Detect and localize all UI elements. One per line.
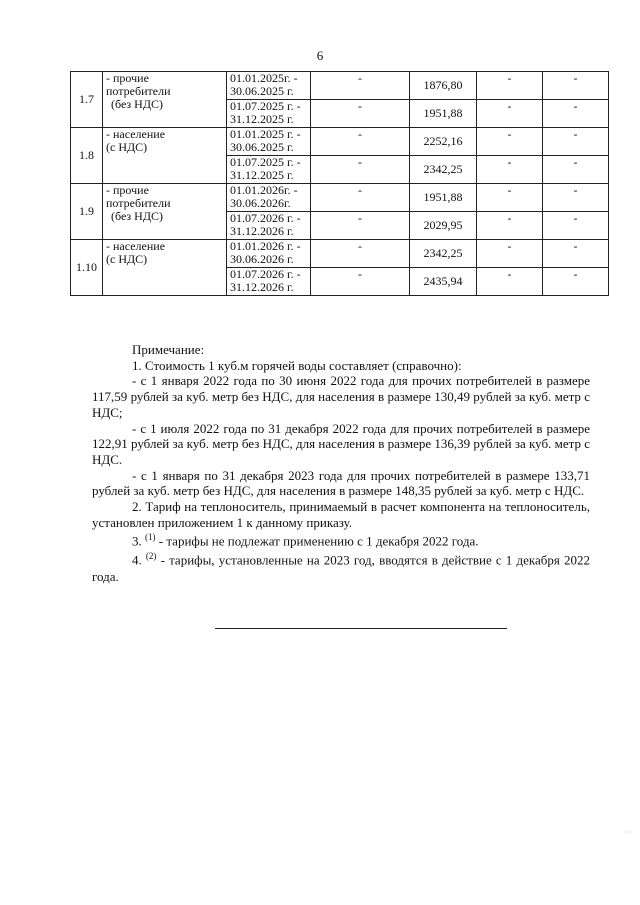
- consumer-line: (без НДС): [111, 209, 164, 223]
- dash-cell: -: [477, 212, 543, 240]
- dash-cell: -: [543, 100, 609, 128]
- tariff-table: [70, 71, 609, 296]
- signature-divider: [215, 628, 507, 629]
- dash-cell: -: [311, 184, 410, 212]
- period-cell: [227, 240, 311, 268]
- dash-cell: -: [311, 72, 410, 100]
- note-item-4-text: - тарифы, установленные на 2023 год, вводятся в действие с 1 декабря 2022 года.: [92, 552, 591, 584]
- consumer-category: [103, 240, 227, 296]
- table-row: [71, 128, 609, 156]
- consumer-line: - прочие: [106, 71, 149, 85]
- note-section: [92, 342, 590, 584]
- period-line: 01.07.2026 г. -: [230, 267, 301, 281]
- period-line: 30.06.2026г.: [230, 196, 291, 210]
- tariff-value: 1876,80: [410, 72, 477, 100]
- dash-cell: -: [477, 72, 543, 100]
- tariff-value: 1951,88: [410, 184, 477, 212]
- period-cell: [227, 156, 311, 184]
- period-line: 01.01.2026г. -: [230, 183, 298, 197]
- period-line: 01.01.2025 г. -: [230, 127, 301, 141]
- period-line: 31.12.2025 г.: [230, 112, 294, 126]
- table-row: [71, 72, 609, 100]
- note-item-2: 2. Тариф на теплоноситель, принимаемый в расчет компонента на теплоноситель, установлен приложением 1 к данному приказу.: [92, 499, 590, 530]
- dash-cell: -: [311, 212, 410, 240]
- row-number: 1.9: [71, 184, 103, 240]
- note-item-1-a: - с 1 января 2022 года по 30 июня 2022 года для прочих потребителей в размере 117,59 рублей за куб. метр без НДС, для населения в размере 130,49 рублей за куб. метр с НДС;: [92, 373, 590, 420]
- period-line: 01.07.2025 г. -: [230, 155, 301, 169]
- period-cell: [227, 268, 311, 296]
- dash-cell: -: [477, 240, 543, 268]
- dash-cell: -: [477, 268, 543, 296]
- note-item-4-sup: (2): [145, 551, 157, 562]
- note-item-4: [92, 549, 590, 584]
- note-item-3-prefix: 3.: [132, 533, 145, 549]
- period-line: 31.12.2025 г.: [230, 168, 294, 182]
- period-line: 01.07.2025 г. -: [230, 99, 301, 113]
- row-number: 1.8: [71, 128, 103, 184]
- consumer-line: - население: [106, 127, 166, 141]
- tariff-value: 2252,16: [410, 128, 477, 156]
- tariff-value: 2342,25: [410, 156, 477, 184]
- note-item-4-prefix: 4.: [132, 552, 146, 568]
- period-line: 01.01.2025г. -: [230, 71, 298, 85]
- edge-mark: · ·: [625, 828, 633, 837]
- tariff-value: 2029,95: [410, 212, 477, 240]
- period-line: 01.07.2026 г. -: [230, 211, 301, 225]
- dash-cell: -: [543, 240, 609, 268]
- period-line: 31.12.2026 г.: [230, 224, 294, 238]
- consumer-category: [103, 184, 227, 240]
- tariff-value: 2435,94: [410, 268, 477, 296]
- period-cell: [227, 128, 311, 156]
- table-row: [71, 240, 609, 268]
- dash-cell: -: [543, 184, 609, 212]
- tariff-value: 1951,88: [410, 100, 477, 128]
- dash-cell: -: [477, 100, 543, 128]
- dash-cell: -: [543, 268, 609, 296]
- dash-cell: -: [543, 128, 609, 156]
- period-line: 30.06.2026 г.: [230, 252, 294, 266]
- row-number: 1.7: [71, 72, 103, 128]
- consumer-line: (с НДС): [106, 252, 148, 266]
- period-line: 01.01.2026 г. -: [230, 239, 301, 253]
- period-cell: [227, 72, 311, 100]
- period-line: 30.06.2025 г.: [230, 140, 294, 154]
- table-row: [71, 184, 609, 212]
- period-cell: [227, 212, 311, 240]
- period-line: 31.12.2026 г.: [230, 280, 294, 294]
- dash-cell: -: [477, 128, 543, 156]
- note-item-1-c: - с 1 января по 31 декабря 2023 года для прочих потребителей в размере 133,71 рублей за куб. метр без НДС, для населения в размере 148,35 рублей за куб. метр с НДС.: [92, 467, 590, 499]
- dash-cell: -: [543, 212, 609, 240]
- consumer-category: [103, 72, 227, 128]
- consumer-line: потребители: [106, 84, 171, 98]
- note-item-1-intro: 1. Стоимость 1 куб.м горячей воды составляет (справочно):: [132, 357, 462, 373]
- dash-cell: -: [311, 156, 410, 184]
- page-number: 6: [316, 48, 324, 63]
- dash-cell: -: [311, 268, 410, 296]
- dash-cell: -: [543, 72, 609, 100]
- note-item-1-b: - с 1 июля 2022 года по 31 декабря 2022 года для прочих потребителей в размере 122,91 рублей за куб. метр без НДС, для населения в размере 136,39 рублей за куб. метр с НДС.: [92, 420, 590, 467]
- tariff-value: 2342,25: [410, 240, 477, 268]
- note-item-3-sup: (1): [145, 532, 156, 543]
- note-item-3: [92, 530, 590, 549]
- consumer-line: (без НДС): [111, 97, 164, 111]
- dash-cell: -: [311, 240, 410, 268]
- tariff-table-body: [71, 72, 609, 296]
- period-line: 30.06.2025 г.: [230, 84, 294, 98]
- note-item-3-text: - тарифы не подлежат применению с 1 декабря 2022 года.: [155, 533, 479, 549]
- period-cell: [227, 184, 311, 212]
- dash-cell: -: [477, 184, 543, 212]
- consumer-line: - прочие: [106, 183, 149, 197]
- consumer-line: - население: [106, 239, 166, 253]
- dash-cell: -: [477, 156, 543, 184]
- period-cell: [227, 100, 311, 128]
- consumer-line: (с НДС): [106, 140, 148, 154]
- dash-cell: -: [543, 156, 609, 184]
- row-number: 1.10: [71, 240, 103, 296]
- note-heading: Примечание:: [132, 342, 205, 357]
- dash-cell: -: [311, 100, 410, 128]
- dash-cell: -: [311, 128, 410, 156]
- consumer-category: [103, 128, 227, 184]
- consumer-line: потребители: [106, 196, 171, 210]
